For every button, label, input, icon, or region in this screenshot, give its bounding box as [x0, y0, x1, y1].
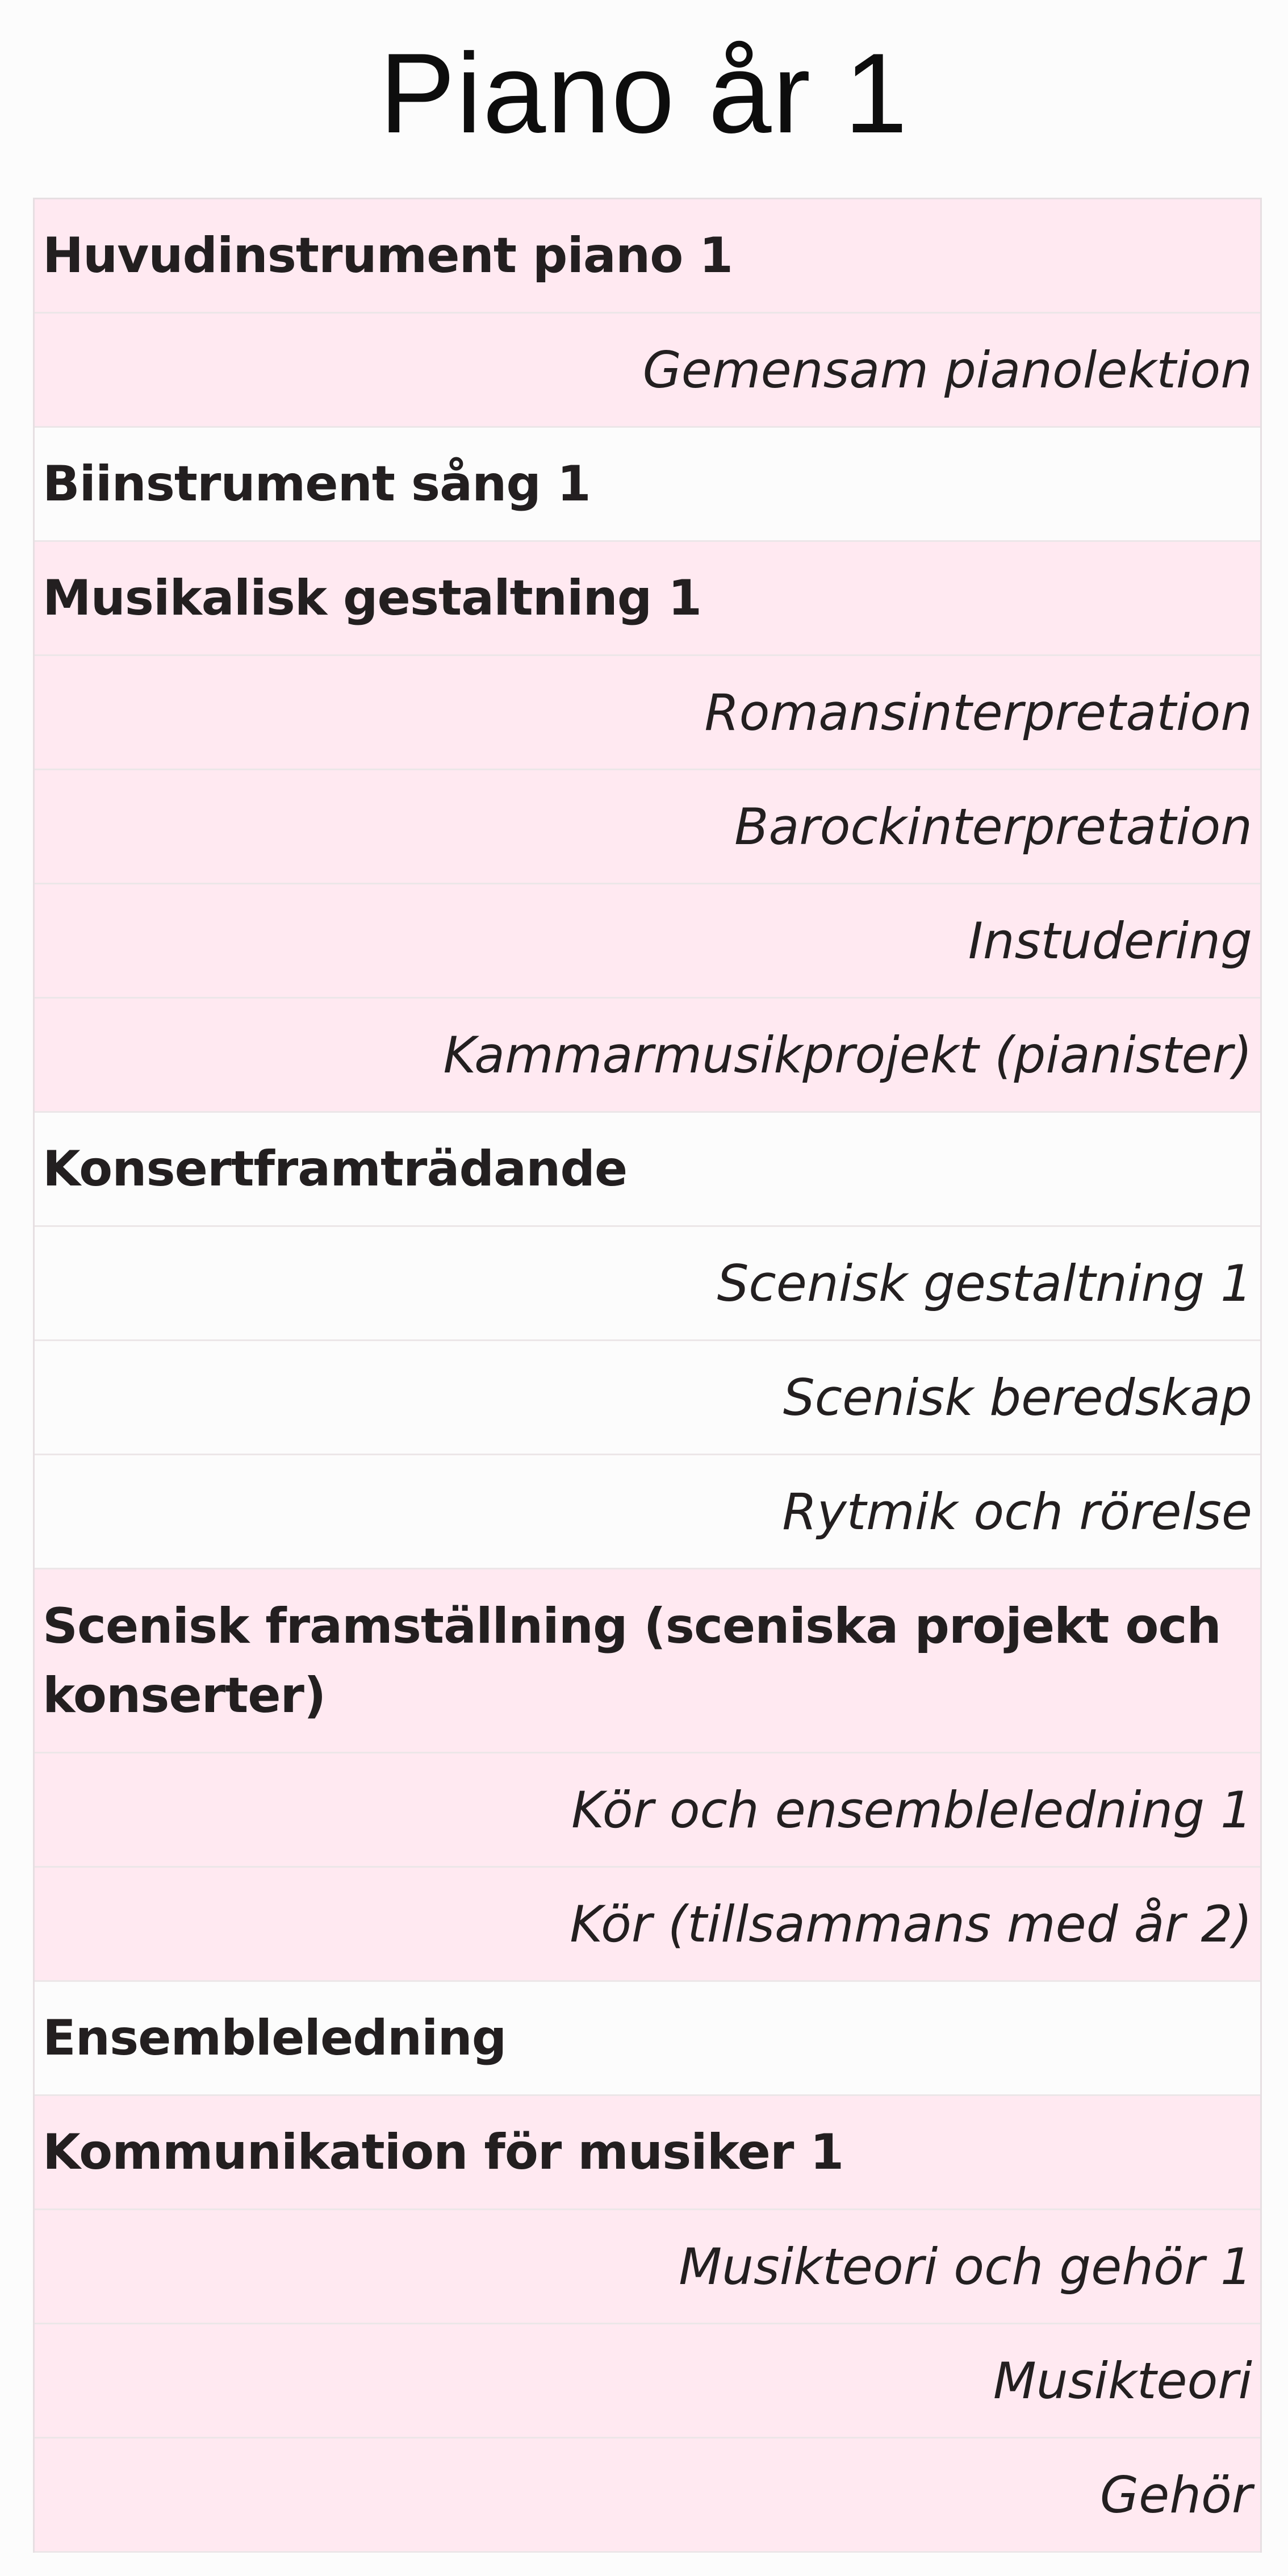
course-row-sub: Barockinterpretation [35, 770, 1260, 884]
course-row-heading: Scenisk framställning (sceniska projekt och konserter) [35, 1569, 1260, 1753]
course-row-heading: Kommunikation för musiker 1 [35, 2096, 1260, 2210]
course-row-heading: Biinstrument sång 1 [35, 428, 1260, 542]
course-row-sub: Scenisk beredskap [35, 1341, 1260, 1455]
course-row-sub: Gemensam pianolektion [35, 314, 1260, 428]
page-title: Piano år 1 [379, 30, 909, 157]
course-row-sub: Scenisk gestaltning 1 [35, 1227, 1260, 1341]
course-row-sub: Gehör [35, 2439, 1260, 2553]
course-row-sub: Kör och ensembleledning 1 [35, 1753, 1260, 1868]
course-row-sub: Rytmik och rörelse [35, 1455, 1260, 1569]
course-row-sub: Kör (tillsammans med år 2) [35, 1868, 1260, 1982]
course-row-sub: Romansinterpretation [35, 656, 1260, 770]
course-row-sub: Kammarmusikprojekt (pianister) [35, 999, 1260, 1113]
course-row-heading: Huvudinstrument piano 1 [35, 199, 1260, 314]
course-row-heading: Ensembleledning [35, 1982, 1260, 2096]
course-row-heading: Konsertframträdande [35, 1113, 1260, 1227]
course-row-sub: Musikteori [35, 2324, 1260, 2439]
course-row-sub: Musikteori och gehör 1 [35, 2210, 1260, 2324]
course-row-sub: Instudering [35, 884, 1260, 999]
course-row-heading: Musikalisk gestaltning 1 [35, 542, 1260, 656]
course-table [33, 198, 1262, 2553]
